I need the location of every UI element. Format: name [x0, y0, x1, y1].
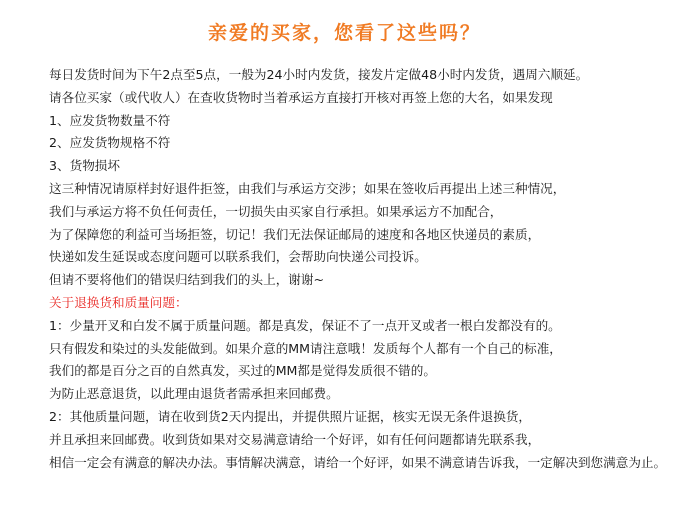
notice-line: 并且承担来回邮费。收到货如果对交易满意请给一个好评，如有任何问题都请先联系我， [49, 431, 541, 447]
notice-line: 但请不要将他们的错误归结到我们的头上，谢谢~ [49, 272, 325, 288]
notice-line: 快递如发生延误或态度问题可以联系我们，会帮助向快递公司投诉。 [49, 249, 427, 265]
section-heading: 关于退换货和质量问题： [49, 294, 188, 310]
notice-line: 这三种情况请原样封好退件拒签，由我们与承运方交涉；如果在签收后再提出上述三种情况， [49, 180, 566, 196]
notice-line: 每日发货时间为下午2点至5点，一般为24小时内发货，接发片定做48小时内发货，遇周六顺延。 [49, 67, 589, 82]
notice-line: 我们的都是百分之百的自然真发，买过的MM都是觉得发质很不错的。 [49, 363, 436, 379]
notice-line: 2、应发货物规格不符 [49, 135, 171, 151]
page-title: 亲爱的买家，您看了这些吗？ [207, 22, 481, 44]
notice-line: 只有假发和染过的头发能做到。如果介意的MM请注意哦！发质每个人都有一个自己的标准， [49, 340, 562, 356]
notice-line: 为防止恶意退货，以此理由退货者需承担来回邮费。 [49, 386, 339, 402]
notice-line: 3、货物损坏 [49, 158, 120, 174]
notice-line: 我们与承运方将不负任何责任，一切损失由买家自行承担。如果承运方不加配合， [49, 203, 503, 219]
notice-line: 为了保障您的利益可当场拒签，切记！我们无法保证邮局的速度和各地区快递员的素质， [49, 226, 541, 242]
notice-line: 1、应发货物数量不符 [49, 112, 171, 128]
notice-line: 1：少量开叉和白发不属于质量问题。都是真发，保证不了一点开叉或者一根白发都没有的。 [49, 317, 561, 333]
notice-line: 2：其他质量问题，请在收到货2天内提出，并提供照片证据，核实无误无条件退换货， [49, 408, 531, 424]
notice-line: 相信一定会有满意的解决办法。事情解决满意，请给一个好评，如果不满意请告诉我，一定解决到您满意为止。 [49, 454, 667, 470]
notice-body [49, 64, 681, 474]
notice-line: 请各位买家（或代收人）在查收货物时当着承运方直接打开核对再签上您的大名，如果发现 [49, 89, 553, 105]
